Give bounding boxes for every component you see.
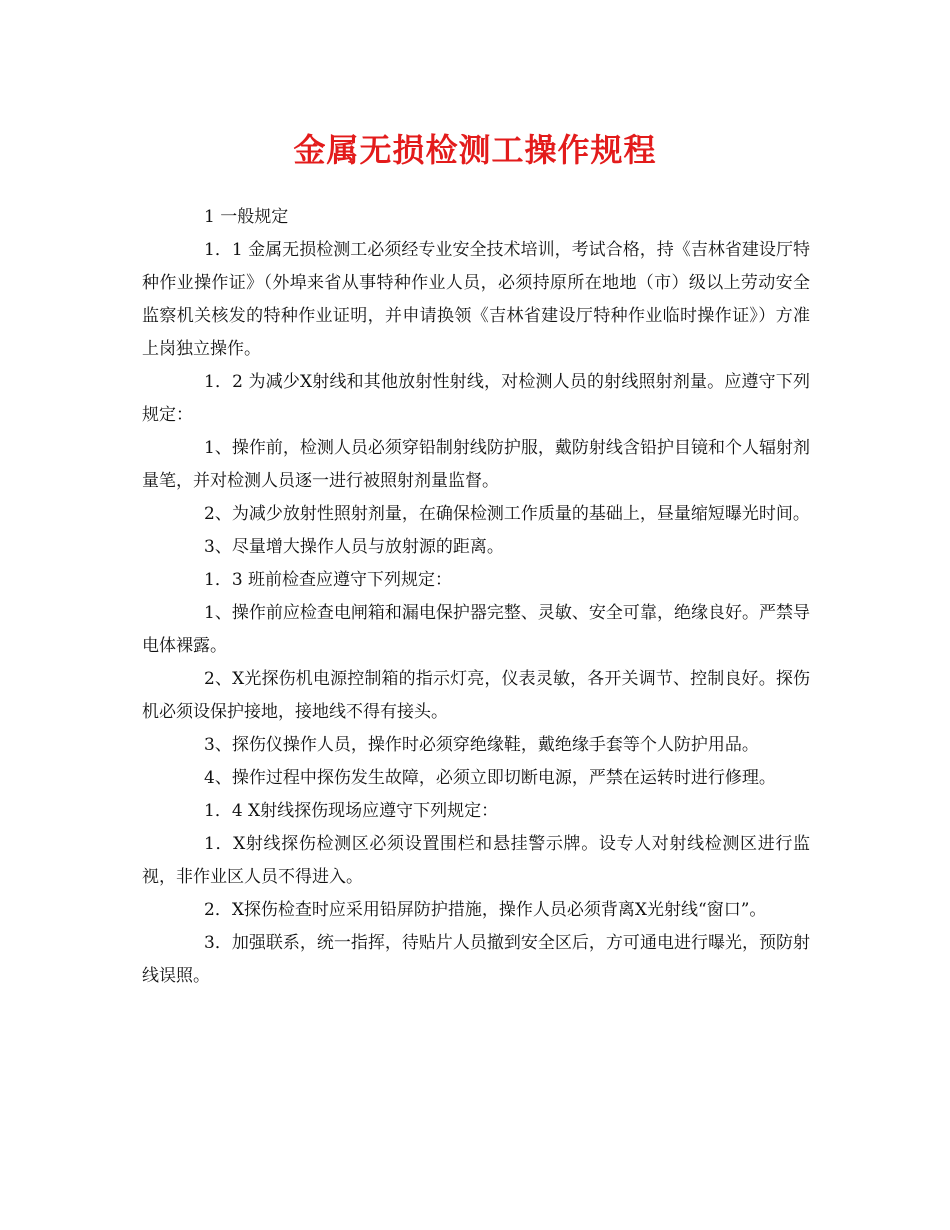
list-item: 4、操作过程中探伤发生故障，必须立即切断电源，严禁在运转时进行修理。: [204, 768, 776, 788]
list-item: 3、尽量增大操作人员与放射源的距离。: [204, 537, 504, 557]
list-item: 1、操作前应检查电闸箱和漏电保护器完整、灵敏、安全可靠，绝缘良好。严禁导电体裸露。: [142, 603, 810, 656]
list-item: 3．加强联系，统一指挥，待贴片人员撤到安全区后，方可通电进行曝光，预防射线误照。: [142, 933, 810, 986]
list-item: 1．X射线探伤检测区必须设置围栏和悬挂警示牌。设专人对射线检测区进行监视，非作业区人员不得进入。: [142, 834, 810, 887]
list-item: 1、操作前，检测人员必须穿铅制射线防护服，戴防射线含铅护目镜和个人辐射剂量笔，并对检测人员逐一进行被照射剂量监督。: [142, 438, 810, 491]
paragraph: 1．3 班前检查应遵守下列规定：: [204, 570, 453, 590]
list-item: 2、为减少放射性照射剂量，在确保检测工作质量的基础上，昼量缩短曝光时间。: [204, 504, 810, 524]
list-item: 3、探伤仪操作人员，操作时必须穿绝缘鞋，戴绝缘手套等个人防护用品。: [204, 735, 759, 755]
list-item: 2．X探伤检查时应采用铅屏防护措施，操作人员必须背离X光射线“窗口”。: [204, 900, 767, 920]
list-item: 2、X光探伤机电源控制箱的指示灯亮，仪表灵敏，各开关调节、控制良好。探伤机必须设保护接地，接地线不得有接头。: [142, 669, 810, 722]
paragraph: 1．2 为减少X射线和其他放射性射线，对检测人员的射线照射剂量。应遵守下列规定：: [142, 372, 810, 425]
paragraph: 1．4 X射线探伤现场应遵守下列规定：: [204, 801, 499, 821]
paragraph: 1．1 金属无损检测工必须经专业安全技术培训，考试合格，持《吉林省建设厅特种作业操作证》（外埠来省从事特种作业人员，必须持原所在地地（市）级以上劳动安全监察机关核发的特种作业证明，并申请换领《吉林省建设厅特种作业临时操作证》）方准上岗独立操作。: [142, 240, 810, 359]
document-body: [142, 201, 810, 993]
section-heading: 1 一般规定: [204, 207, 289, 227]
document-title: 金属无损检测工操作规程: [293, 131, 657, 169]
